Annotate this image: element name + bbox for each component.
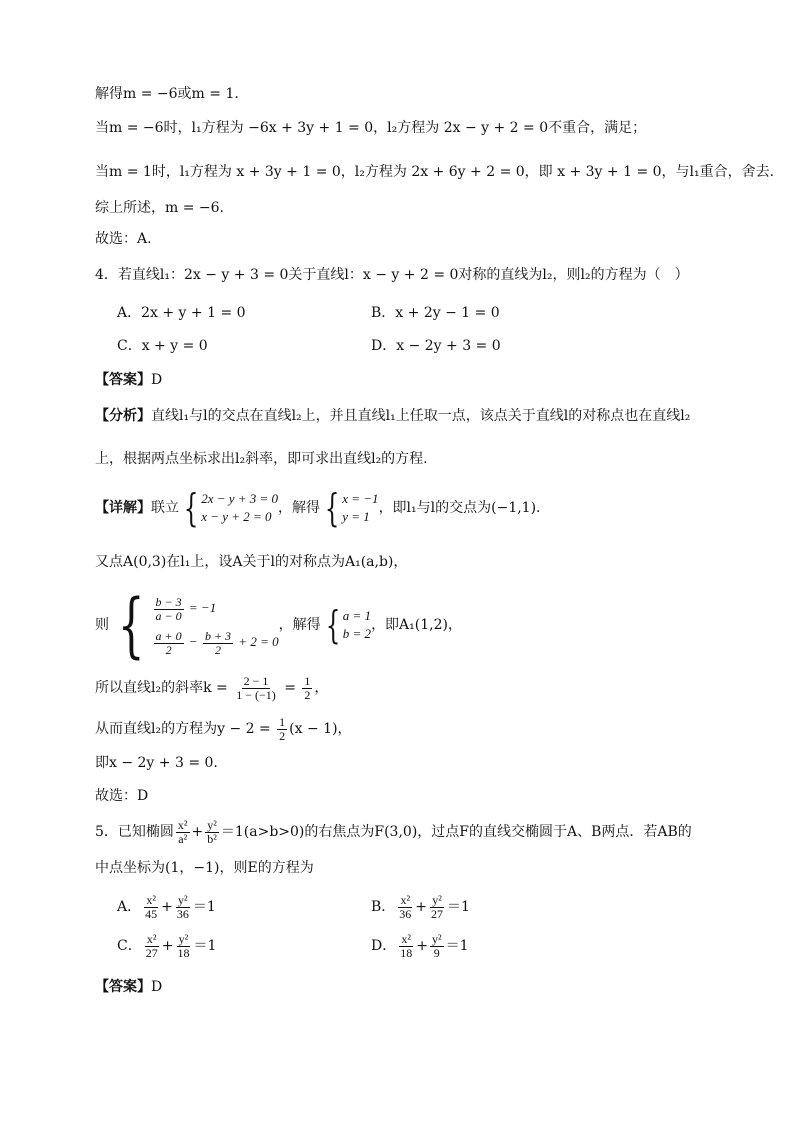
answer-line bbox=[95, 977, 162, 997]
equation-row: 2x − y + 3 = 0 bbox=[201, 491, 279, 506]
equation-row: x = −1 bbox=[342, 491, 379, 506]
option-c: C．x + y = 0 bbox=[117, 338, 208, 354]
fraction: $\frac{1}{2}$ bbox=[304, 673, 311, 702]
equation-system bbox=[109, 584, 279, 666]
text-segment: ，即l₁与l的交点为(−1,1). bbox=[378, 500, 541, 516]
detail-line-3 bbox=[95, 585, 462, 665]
detail-line-1 bbox=[95, 488, 541, 528]
brace-symbol: { bbox=[325, 603, 340, 647]
brace-symbol: { bbox=[324, 486, 340, 530]
text-segment: l₁方程为 x + 3y + 1 = 0， bbox=[179, 164, 355, 180]
text-segment: 所以直线l₂的斜率k = bbox=[95, 680, 233, 696]
text-segment: 5．已知椭圆 bbox=[95, 824, 174, 840]
equation-row: y = 1 bbox=[342, 509, 370, 524]
text-segment: l₂方程为 2x + 6y + 2 = 0，即 x + 3y + 1 = 0，与l₁重合，舍去. bbox=[354, 164, 775, 180]
text-segment: 当m = 1时， bbox=[95, 164, 180, 180]
fraction: $\frac{2 - 1}{1 - (-1)}$ bbox=[236, 673, 276, 702]
equation-row: a = 1 bbox=[342, 608, 372, 623]
text-segment: ＝1(a>b>0)的右焦点为F(3,0)，过点F的直线交椭圆于A、B两点．若AB的 bbox=[220, 824, 692, 840]
question-5-stem bbox=[95, 816, 692, 848]
detail-line-2: 又点A(0,3)在l₁上，设A关于l的对称点为A₁(a,b)， bbox=[95, 554, 408, 570]
fraction: $\frac{1}{2}$ bbox=[279, 714, 286, 743]
option-b: B．x + 2y − 1 = 0 bbox=[371, 305, 500, 321]
solution-line: 解得m = −6或m = 1. bbox=[95, 86, 239, 102]
detail-line-5 bbox=[95, 713, 352, 745]
detail-line-6: 即x − 2y + 3 = 0. bbox=[95, 755, 218, 771]
option-d: D．x − 2y + 3 = 0 bbox=[371, 338, 501, 354]
text-segment: ， bbox=[314, 680, 329, 696]
solution-line: 故选：A. bbox=[95, 231, 152, 247]
detail-tag: 【详解】 bbox=[95, 500, 151, 516]
option-a: A． $\frac{\text{x²}}{45}$ + $\frac{\text{y²}}{36}$ ＝1 bbox=[117, 892, 216, 921]
answer-value: D bbox=[151, 979, 163, 995]
solution-line bbox=[95, 162, 774, 182]
brace-symbol: { bbox=[183, 486, 199, 530]
solution-line bbox=[95, 118, 646, 138]
text-segment: 从而直线l₂的方程为y − 2 = bbox=[95, 721, 276, 737]
text-segment: ，解得 bbox=[278, 617, 321, 633]
solution-system bbox=[320, 486, 379, 530]
question-5-stem-2: 中点坐标为(1，−1)，则E的方程为 bbox=[95, 860, 314, 876]
detail-line-4 bbox=[95, 672, 328, 704]
text-segment: 则 bbox=[95, 617, 109, 633]
fraction: $\frac{\text{x²}}{\text{a²}}$ bbox=[177, 817, 188, 846]
option-b: B． $\frac{\text{x²}}{36}$ + $\frac{\text{y²}}{27}$ ＝1 bbox=[371, 892, 470, 921]
text-segment: l₂方程为 2x − y + 2 = 0不重合，满足； bbox=[387, 120, 647, 136]
analysis-tag: 【分析】 bbox=[95, 408, 151, 424]
answer-line bbox=[95, 370, 162, 390]
question-4-stem: 4．若直线l₁：2x − y + 3 = 0关于直线l：x − y + 2 = 0对称的直线为l₂，则l₂的方程为（ ） bbox=[95, 267, 689, 283]
detail-line-7: 故选：D bbox=[95, 788, 149, 804]
equation-row: $\frac{b - 3}{a - 0}$ = −1 bbox=[155, 594, 217, 623]
option-a: A．2x + y + 1 = 0 bbox=[117, 305, 246, 321]
brace-symbol: { bbox=[117, 584, 145, 666]
analysis-line bbox=[95, 406, 690, 426]
answer-tag: 【答案】 bbox=[95, 372, 151, 388]
text-segment: ，解得 bbox=[278, 500, 321, 516]
equation-row: b = 2 bbox=[342, 626, 372, 641]
equation-row: x − y + 2 = 0 bbox=[201, 509, 272, 524]
answer-tag: 【答案】 bbox=[95, 979, 151, 995]
text-segment: = bbox=[279, 680, 301, 696]
fraction: $\frac{\text{y²}}{\text{b²}}$ bbox=[207, 817, 217, 846]
text-segment: 当m = −6时， bbox=[95, 120, 192, 136]
option-d: D． $\frac{\text{x²}}{18}$ + $\frac{\text{y²}}{9}$ ＝1 bbox=[371, 931, 469, 960]
text-segment: (x − 1)， bbox=[289, 721, 352, 737]
text-segment: + bbox=[191, 824, 204, 840]
answer-value: D bbox=[151, 372, 163, 388]
analysis-line: 上，根据两点坐标求出l₂斜率，即可求出直线l₂的方程. bbox=[95, 451, 428, 467]
equation-row: $\frac{a + 0}{2}$ − $\frac{b + 3}{2}$ + 2 = 0 bbox=[155, 628, 279, 657]
text-segment: l₁方程为 −6x + 3y + 1 = 0， bbox=[191, 120, 388, 136]
equation-system bbox=[179, 486, 279, 530]
analysis-text: 直线l₁与l的交点在直线l₂上，并且直线l₁上任取一点，该点关于直线l的对称点也在直线l₂ bbox=[151, 408, 691, 424]
option-c: C． $\frac{\text{x²}}{27}$ + $\frac{\text{y²}}{18}$ ＝1 bbox=[117, 931, 217, 960]
text-segment: ，即A₁(1,2)， bbox=[371, 617, 462, 633]
text-segment: 联立 bbox=[151, 500, 179, 516]
solution-line: 综上所述，m = −6. bbox=[95, 200, 224, 216]
solution-system bbox=[321, 603, 372, 647]
